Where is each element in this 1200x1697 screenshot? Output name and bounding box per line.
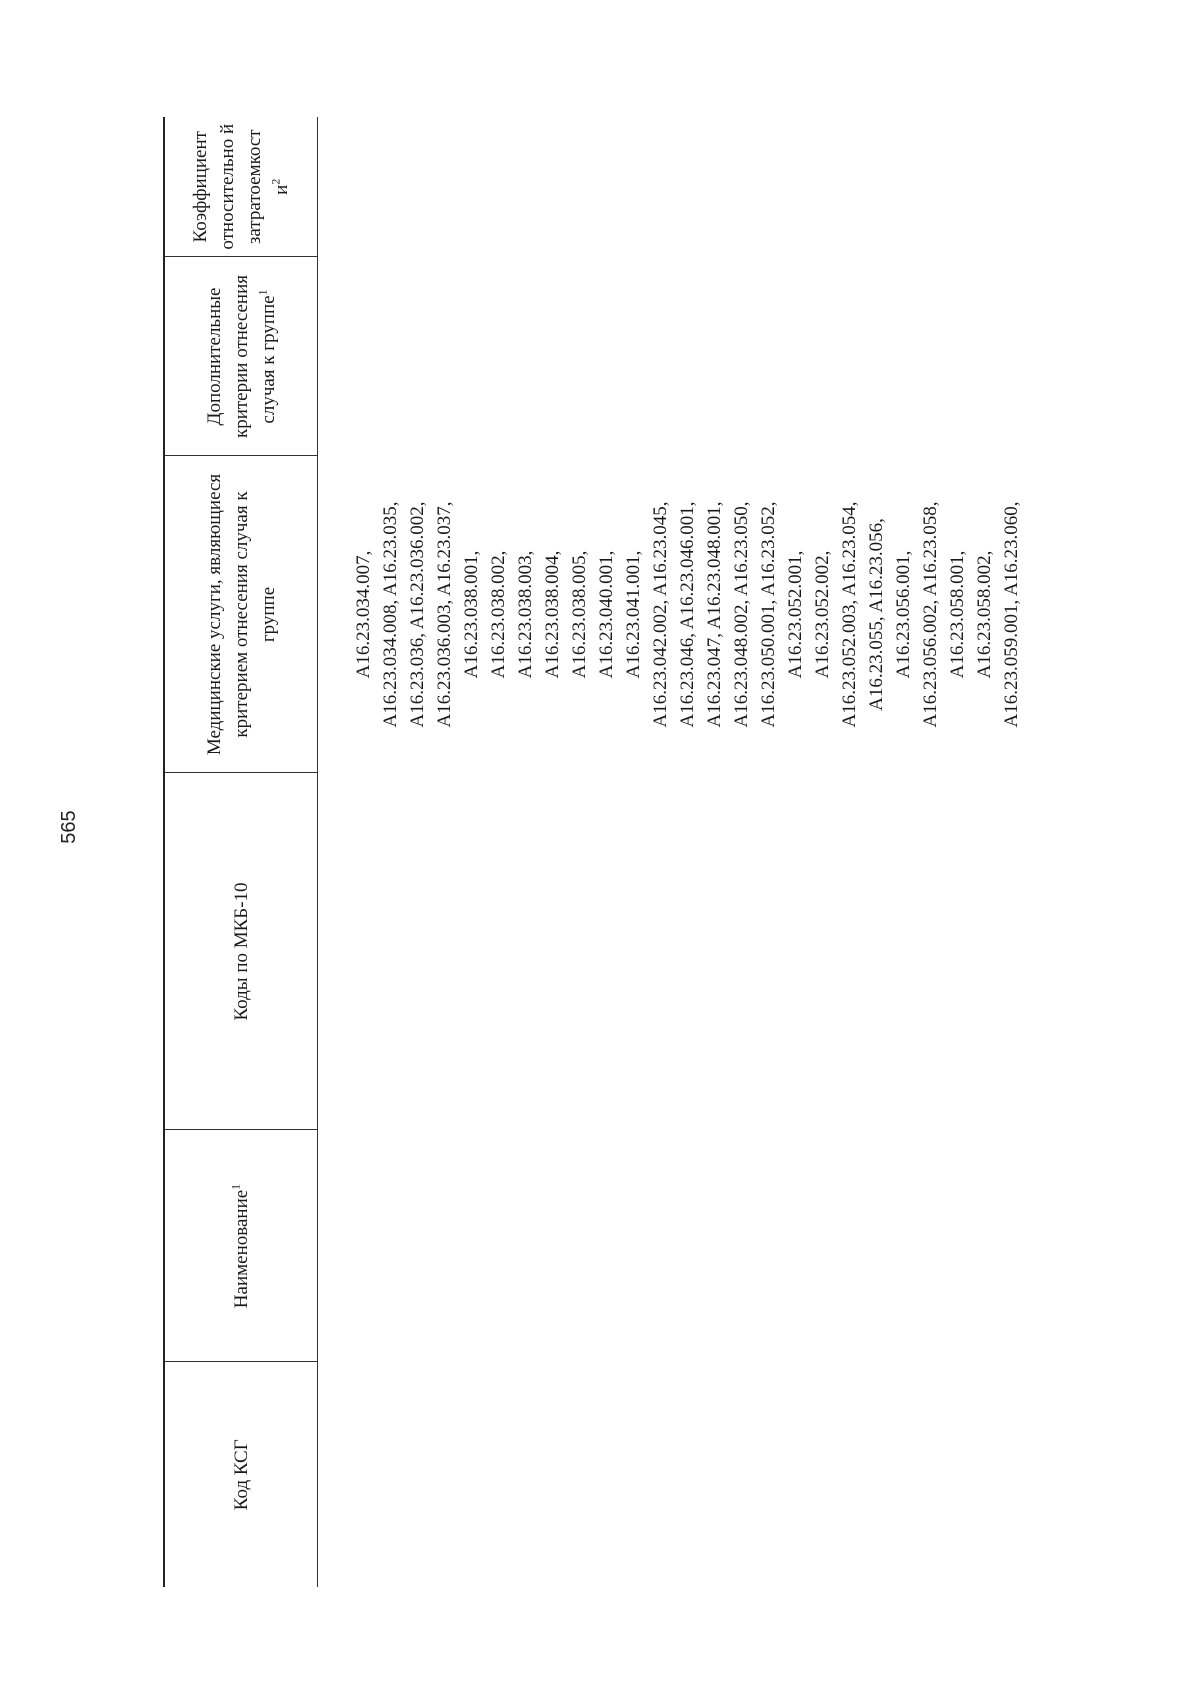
cell-mkb-codes [318,773,1026,1130]
service-code-line: A16.23.050.001, A16.23.052, [758,501,779,728]
cell-name [318,1130,1026,1362]
service-code-line: A16.23.038.002, [488,550,509,679]
table-header-row [164,117,318,1587]
service-code-line: A16.23.041.001, [623,550,644,679]
header-coefficient [164,117,318,257]
header-kst-code [164,1362,318,1587]
header-sup: 1 [228,1183,243,1190]
header-text: Коды по МКБ-10 [230,882,252,1021]
ksg-table [163,117,1025,1587]
service-code-line: A16.23.038.003, [515,550,536,679]
cell-additional-criteria [318,257,1026,456]
service-code-line: A16.23.047, A16.23.048.001, [704,501,725,728]
service-code-line: A16.23.052.001, [785,550,806,679]
header-mkb-codes [164,773,318,1130]
header-additional-criteria [164,257,318,456]
header-sup: 2 [268,178,283,185]
header-text: Код КСГ [230,1439,252,1511]
service-code-line: A16.23.059.001, A16.23.060, [1001,501,1022,728]
service-code-line: A16.23.034.008, A16.23.035, [380,501,401,728]
header-services [164,456,318,773]
header-text: Дополнительные критерии отнесения случая к группе [203,274,279,439]
header-name [164,1130,318,1362]
header-text: Наименование [230,1189,252,1309]
page-number: 565 [58,810,80,844]
service-code-line: A16.23.040.001, [596,550,617,679]
service-code-line: A16.23.036, A16.23.036.002, [407,501,428,728]
service-code-line: A16.23.052.002, [812,550,833,679]
table-row [318,117,1026,1587]
header-sup: 1 [255,289,270,296]
service-code-line: A16.23.038.001, [461,550,482,679]
service-code-line: A16.23.052.003, A16.23.054, [839,501,860,728]
service-code-line: A16.23.038.005, [569,550,590,679]
cell-services [318,456,1026,773]
service-code-line: A16.23.048.002, A16.23.050, [731,501,752,728]
service-code-line: A16.23.034.007, [353,550,374,679]
service-code-line: A16.23.046, A16.23.046.001, [677,501,698,728]
service-code-line: A16.23.056.002, A16.23.058, [920,501,941,728]
service-code-line: A16.23.055, A16.23.056, [866,518,887,711]
header-text: Медицинские услуги, являющиеся критерием отнесения случая к группе [203,473,279,756]
service-code-line: A16.23.042.002, A16.23.045, [650,501,671,728]
service-code-line: A16.23.056.001, [893,550,914,679]
service-code-line: A16.23.038.004, [542,550,563,679]
service-code-line: A16.23.058.002, [974,550,995,679]
header-text: Коэффициент относительно й затратоемкост и [190,123,292,250]
service-code-line: A16.23.058.001, [947,550,968,679]
cell-coefficient [318,117,1026,257]
service-code-line: A16.23.036.003, A16.23.037, [434,501,455,728]
cell-kst-code [318,1362,1026,1587]
